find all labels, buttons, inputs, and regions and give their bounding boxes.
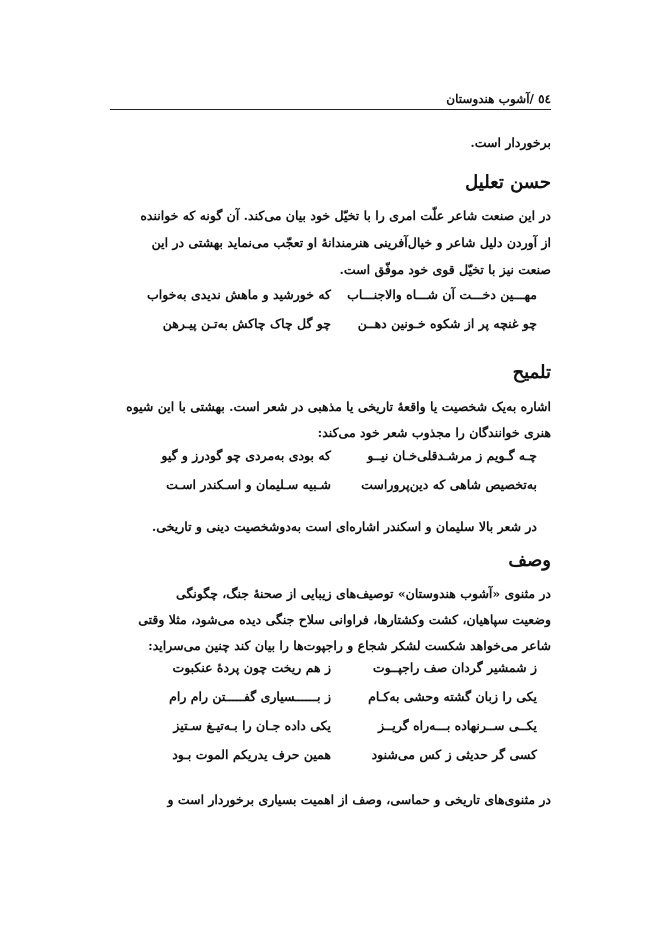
verse-couplet — [110, 287, 551, 311]
section-heading-vasf: وصف — [508, 550, 551, 571]
paragraph-line: در این صنعت شاعر علّت امری را با تخیّل خود بیان می‌کند. آن گونه که خواننده — [140, 208, 551, 223]
verse-hemistich-left: ز بــــــسیاری گفـــــتن رام رام — [169, 689, 331, 704]
verse-hemistich-left: چو گل چاک چاکش به‌تـن پیـرهن — [162, 316, 331, 331]
verse-hemistich-right: کسی گر حدیثی ز کس می‌شنود — [371, 747, 537, 762]
verse-hemistich-left: که خورشید و ماهش ندیدی به‌خواب — [147, 287, 331, 302]
verse-hemistich-left: ز هم ریخت چون پردهٔ عنکبوت — [172, 660, 331, 675]
verse-hemistich-left: شـبیه سـلیمان و اسـکندر اسـت — [166, 477, 331, 492]
verse-note: در شعر بالا سلیمان و اسکندر اشاره‌ای است به‌دوشخصیت دینی و تاریخی. — [151, 519, 537, 534]
verse-hemistich-left: یکی داده جـان را بـه‌تیـغ سـتیز — [173, 718, 331, 733]
paragraph-line: اشاره به‌یک شخصیت یا واقعهٔ تاریخی یا مذهبی در شعر است. بهشتی با این شیوه — [126, 399, 551, 414]
verse-couplet — [110, 477, 551, 501]
verse-couplet — [110, 718, 551, 742]
verse-hemistich-right: چـه گـویم ز مرشـدقلی‌خـان نیــو — [367, 448, 537, 463]
section-heading-husn-talil: حسن تعلیل — [465, 172, 551, 193]
intro-line: برخوردار است. — [470, 135, 551, 150]
running-header: ٥٤ /آشوب هندوستان — [446, 92, 551, 106]
verse-hemistich-left: که بودی به‌مردی چو گودرز و گیو — [161, 448, 331, 463]
verse-couplet — [110, 448, 551, 472]
verse-hemistich-right: یکــی ســرنهاده بـــه‌راه گریــز — [378, 718, 537, 733]
verse-hemistich-right: یکی را زبان گشته وحشی به‌کـام — [368, 689, 537, 704]
paragraph-line: شاعر می‌خواهد شکست لشکر شجاع و راجپوت‌ها را بیان کند چنین می‌سراید: — [148, 638, 551, 653]
verse-couplet — [110, 316, 551, 340]
verse-couplet — [110, 747, 551, 771]
verse-couplet — [110, 660, 551, 684]
paragraph-line: وضعیت سپاهیان، کشت وکشتارها، فراوانی سلاح جنگی دیده می‌شود، مثلا وقتی — [138, 612, 551, 627]
paragraph-line: از آوردن دلیل شاعر و خیال‌آفرینی هنرمندانهٔ او تعجّب می‌نماید بهشتی در این — [151, 235, 551, 250]
closing-line: در مثنوی‌های تاریخی و حماسی، وصف از اهمیت بسیاری برخوردار است و — [167, 792, 551, 807]
paragraph-line: در مثنوی «آشوب هندوستان» توصیف‌های زیبایی از صحنهٔ جنگ، چگونگی — [176, 586, 551, 601]
section-heading-talmih: تلمیح — [512, 362, 551, 383]
header-rule — [110, 109, 551, 110]
verse-hemistich-right: به‌تخصیص شاهی که دین‌پروراست — [361, 477, 537, 492]
paragraph-line: هنری خوانندگان را مجذوب شعر خود می‌کند: — [317, 425, 551, 440]
verse-couplet — [110, 689, 551, 713]
verse-hemistich-left: همین حرف یدریکم الموت بـود — [172, 747, 331, 762]
paragraph-line: صنعت نیز با تخیّل قوی خود موفّق است. — [339, 262, 551, 277]
verse-hemistich-right: ز شمشیر گردان صف راجپــوت — [372, 660, 537, 675]
verse-hemistich-right: مهـــین دخـــت آن شـــاه والاجنـــاب — [347, 287, 537, 302]
verse-hemistich-right: چو غنچه پر از شکوه خـونین دهــن — [357, 316, 537, 331]
